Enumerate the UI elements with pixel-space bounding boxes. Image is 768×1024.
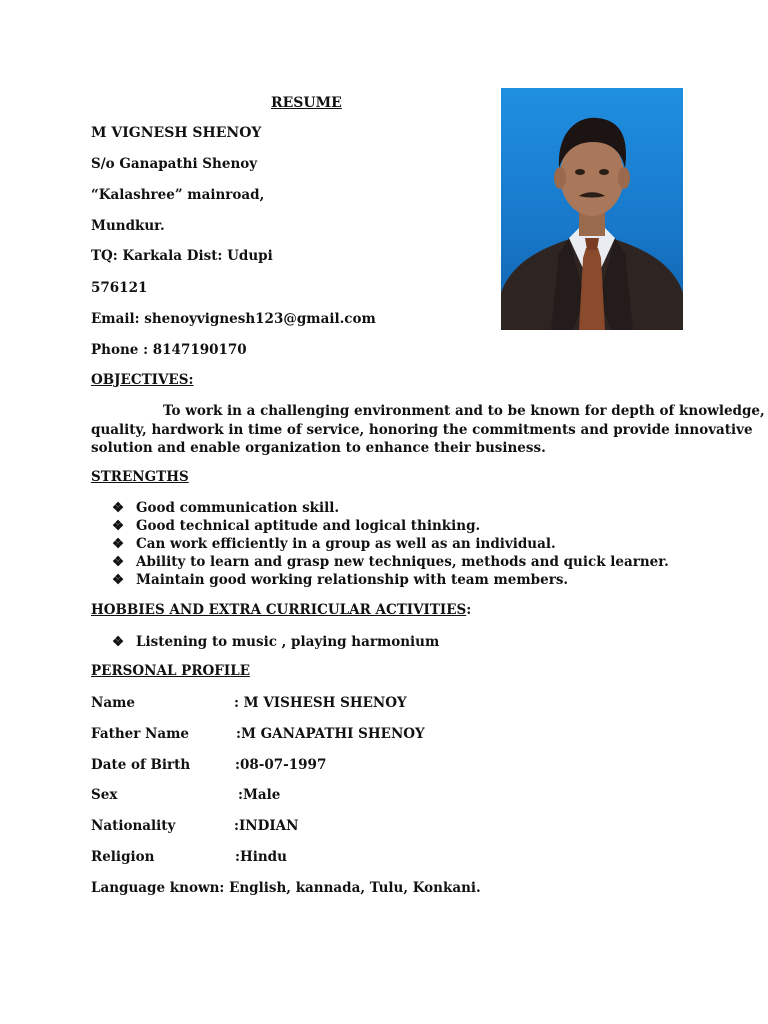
profile-label-nationality: Nationality — [91, 818, 176, 834]
profile-label-sex: Sex — [91, 787, 118, 803]
profile-label-dob: Date of Birth — [91, 757, 191, 773]
diamond-bullet-icon: ❖ — [112, 634, 125, 650]
diamond-bullet-icon: ❖ — [112, 572, 125, 588]
hobbies-heading-text: HOBBIES AND EXTRA CURRICULAR ACTIVITIES — [91, 602, 467, 618]
strengths-heading: STRENGTHS — [91, 469, 189, 485]
languages-line: Language known: English, kannada, Tulu, Konkani. — [91, 880, 481, 896]
list-item-text: Ability to learn and grasp new techniques, methods and quick learner. — [136, 554, 669, 570]
list-item-text: Good communication skill. — [136, 500, 340, 516]
hobbies-heading — [91, 602, 471, 618]
list-item — [112, 634, 439, 650]
objective-text — [91, 402, 765, 458]
personal-profile-heading: PERSONAL PROFILE — [91, 663, 250, 679]
list-item — [112, 536, 556, 552]
objective-line: To work in a challenging environment and to be known for depth of knowledge, — [163, 403, 765, 419]
profile-label-name: Name — [91, 695, 135, 711]
phone-line: Phone : 8147190170 — [91, 342, 247, 358]
profile-photo — [501, 88, 683, 330]
address-line-2: Mundkur. — [91, 218, 165, 234]
objective-line: quality, hardwork in time of service, honoring the commitments and provide innovative — [91, 421, 753, 438]
address-line-1: “Kalashree” mainroad, — [91, 187, 265, 203]
profile-value-religion: :Hindu — [235, 849, 287, 865]
profile-value-dob: :08-07-1997 — [235, 757, 327, 773]
email-line: Email: shenoyvignesh123@gmail.com — [91, 311, 376, 327]
list-item-text: Good technical aptitude and logical thinking. — [136, 518, 481, 534]
list-item-text: Can work efficiently in a group as well as an individual. — [136, 536, 556, 552]
diamond-bullet-icon: ❖ — [112, 500, 125, 516]
profile-value-nationality: :INDIAN — [234, 818, 299, 834]
objective-line: solution and enable organization to enhance their business. — [91, 440, 546, 456]
diamond-bullet-icon: ❖ — [112, 536, 125, 552]
list-item — [112, 500, 339, 516]
profile-value-name: : M VISHESH SHENOY — [234, 695, 407, 711]
diamond-bullet-icon: ❖ — [112, 554, 125, 570]
list-item — [112, 554, 669, 570]
page-title: RESUME — [271, 95, 342, 111]
pincode: 576121 — [91, 280, 148, 296]
address-line-3: TQ: Karkala Dist: Udupi — [91, 248, 273, 264]
candidate-name: M VIGNESH SHENOY — [91, 125, 262, 141]
list-item — [112, 572, 568, 588]
hobbies-heading-colon: : — [466, 602, 472, 618]
profile-value-father: :M GANAPATHI SHENOY — [236, 726, 425, 742]
person-portrait-icon — [501, 88, 683, 330]
profile-label-religion: Religion — [91, 849, 155, 865]
profile-label-father: Father Name — [91, 726, 190, 742]
parent-line: S/o Ganapathi Shenoy — [91, 156, 258, 172]
objectives-heading: OBJECTIVES: — [91, 372, 194, 388]
list-item — [112, 518, 480, 534]
list-item-text: Listening to music , playing harmonium — [136, 634, 440, 650]
list-item-text: Maintain good working relationship with team members. — [136, 572, 569, 588]
diamond-bullet-icon: ❖ — [112, 518, 125, 534]
profile-value-sex: :Male — [238, 787, 281, 803]
